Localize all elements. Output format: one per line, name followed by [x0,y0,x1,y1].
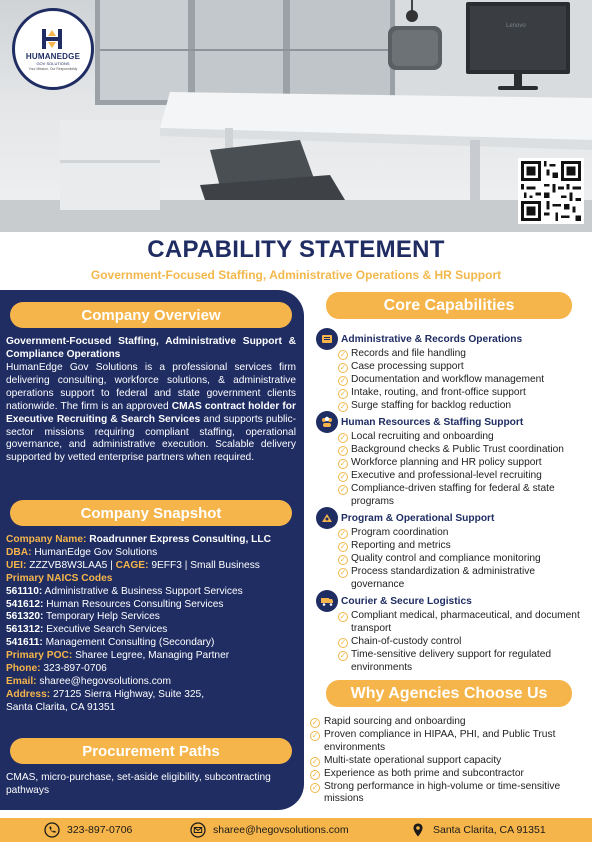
poc-label: Primary POC: [6,650,73,662]
snapshot-block [6,534,296,715]
list-item: ✓ Documentation and workflow management [338,374,586,387]
list-item: ✓ Compliance-driven staffing for federal & state programs [338,483,586,509]
naics-code: 561312: [6,624,44,636]
business-size: Small Business [190,559,260,571]
company-value: Roadrunner Express Consulting, LLC [89,534,271,545]
footer-location [410,818,546,842]
capability-section-program [316,509,586,592]
list-item: ✓ Chain-of-custody control [338,636,586,649]
capability-title: Administrative & Records Operations [341,333,523,345]
list-item: ✓ Records and file handling [338,348,586,361]
list-item: ✓ Experience as both prime and subcontractor [310,768,590,781]
email-icon [190,822,206,838]
logo-h-icon [38,27,68,51]
courier-truck-icon [316,590,338,612]
snapshot-company [6,534,296,547]
company-label: Company Name: [6,534,87,545]
poc-value: Sharee Legree, Managing Partner [75,650,230,662]
naics-heading: Primary NAICS Codes [6,572,113,584]
address-line2: Santa Clarita, CA 91351 [6,701,116,713]
address-label: Address: [6,688,51,700]
program-support-icon [316,507,338,529]
company-snapshot-heading: Company Snapshot [10,500,292,526]
logo-sub: GOV SOLUTIONS [36,61,70,66]
list-item: ✓ Background checks & Public Trust coordination [338,444,586,457]
list-item: ✓ Local recruiting and onboarding [338,431,586,444]
overview-body [6,362,296,465]
location-pin-icon [410,822,426,838]
overview-body-part2: and supports public-sector missions requiring compliant staffing, operational governance, and administrative execution. Scalable delivery supported by vetted enterprise partners when required. [6,413,296,464]
page-title: CAPABILITY STATEMENT [147,236,445,263]
list-item: ✓ Case processing support [338,361,586,374]
list-item: ✓ Workforce planning and HR policy support [338,457,586,470]
naics-row [6,637,296,650]
logo-name: HUMANEDGE [25,52,81,61]
list-item: ✓ Proven compliance in HIPAA, PHI, and Public Trust environments [310,729,590,755]
capability-list [338,610,586,675]
list-item: ✓ Reporting and metrics [338,540,586,553]
capability-title: Program & Operational Support [341,512,495,524]
email-value[interactable]: sharee@hegovsolutions.com [39,675,171,687]
company-overview-heading: Company Overview [10,302,292,328]
list-item: ✓ Compliant medical, pharmaceutical, and document transport [338,610,586,636]
list-item: ✓ Rapid sourcing and onboarding [310,716,590,729]
overview-body-bold: CMAS contract holder for Executive Recruiting & Search Services [6,400,296,425]
company-logo [12,8,94,90]
address-line1: 27125 Sierra Highway, Suite 325, [53,688,205,700]
list-item: ✓ Quality control and compliance monitoring [338,553,586,566]
list-item: ✓ Multi-state operational support capacity [310,755,590,768]
capability-header [316,413,586,431]
core-capabilities-heading: Core Capabilities [326,292,572,319]
list-item: ✓ Strong performance in high-volume or time-sensitive missions [310,781,590,807]
list-item: ✓ Program coordination [338,527,586,540]
snapshot-poc [6,650,296,663]
procurement-paths-heading: Procurement Paths [10,738,292,764]
capability-section-admin [316,330,586,413]
naics-desc: Administrative & Business Support Services [44,585,243,597]
email-label: Email: [6,675,37,687]
list-item: ✓ Executive and professional-level recruiting [338,470,586,483]
naics-code: 541611: [6,637,43,649]
phone-label: Phone: [6,663,41,675]
footer-email[interactable] [190,818,349,842]
naics-desc: Human Resources Consulting Services [46,598,224,610]
capability-list [338,527,586,592]
uei-value: ZZZVB8W3LAA5 [29,559,108,571]
list-item: ✓ Process standardization & administrative governance [338,566,586,592]
left-panel [0,290,304,810]
snapshot-address [6,689,296,702]
naics-code: 561110: [6,585,43,597]
footer-phone[interactable] [44,818,132,842]
list-item: ✓ Time-sensitive delivery support for regulated environments [338,649,586,675]
why-agencies-heading: Why Agencies Choose Us [326,680,572,707]
capability-section-hr [316,413,586,508]
naics-row [6,599,296,612]
logo-tagline: Your Mission, Our Responsibility [28,67,78,71]
naics-row [6,586,296,599]
naics-desc: Management Consulting (Secondary) [45,637,215,649]
phone-value[interactable]: 323-897-0706 [43,663,107,675]
naics-code: 541612: [6,598,44,610]
snapshot-dba [6,547,296,560]
naics-row [6,611,296,624]
capability-header [316,509,586,527]
qr-code-icon [521,161,581,221]
overview-lead: Government-Focused Staffing, Administrative Support & Compliance Operations [6,336,296,360]
list-item: ✓ Surge staffing for backlog reduction [338,400,586,413]
footer-bar [0,818,592,842]
procurement-body: CMAS, micro-purchase, set-aside eligibility, subcontracting pathways [6,772,271,796]
capability-list [338,348,586,413]
admin-records-icon [316,328,338,350]
naics-code: 561320: [6,611,44,623]
overview-body-part1: HumanEdge Gov Solutions is a professional services firm delivering consulting, workforce solutions, & administrative operations support to federal and state government clients nationwide. The firm is an approved [6,362,296,412]
cage-label: CAGE: [115,559,149,571]
cage-value: 9EFF3 [151,559,182,571]
list-item: ✓ Intake, routing, and front-office support [338,387,586,400]
capability-title: Courier & Secure Logistics [341,595,472,607]
capability-header [316,592,586,610]
capability-header [316,330,586,348]
capability-list [338,431,586,508]
naics-row [6,624,296,637]
dba-label: DBA: [6,546,32,558]
hero-photo [0,0,592,232]
footer-phone-text: 323-897-0706 [67,824,133,836]
page-subtitle: Government-Focused Staffing, Administrative Operations & HR Support [90,268,502,282]
monitor-brand-text: Lenovo [506,23,526,29]
uei-label: UEI: [6,559,27,571]
footer-email-text: sharee@hegovsolutions.com [213,824,349,836]
snapshot-phone [6,663,296,676]
capability-title: Human Resources & Staffing Support [341,416,524,428]
snapshot-uei: UEI: ZZZVB8W3LAA5 | CAGE: 9EFF3 | Small Business [6,559,260,571]
hr-people-icon [316,411,338,433]
naics-desc: Temporary Help Services [46,611,160,623]
why-list [310,716,590,806]
naics-desc: Executive Search Services [46,624,168,636]
qr-code[interactable] [518,158,584,224]
capability-section-courier [316,592,586,675]
footer-location-text: Santa Clarita, CA 91351 [433,824,546,836]
snapshot-email [6,676,296,689]
phone-icon [44,822,60,838]
dba-value: HumanEdge Gov Solutions [34,546,158,558]
